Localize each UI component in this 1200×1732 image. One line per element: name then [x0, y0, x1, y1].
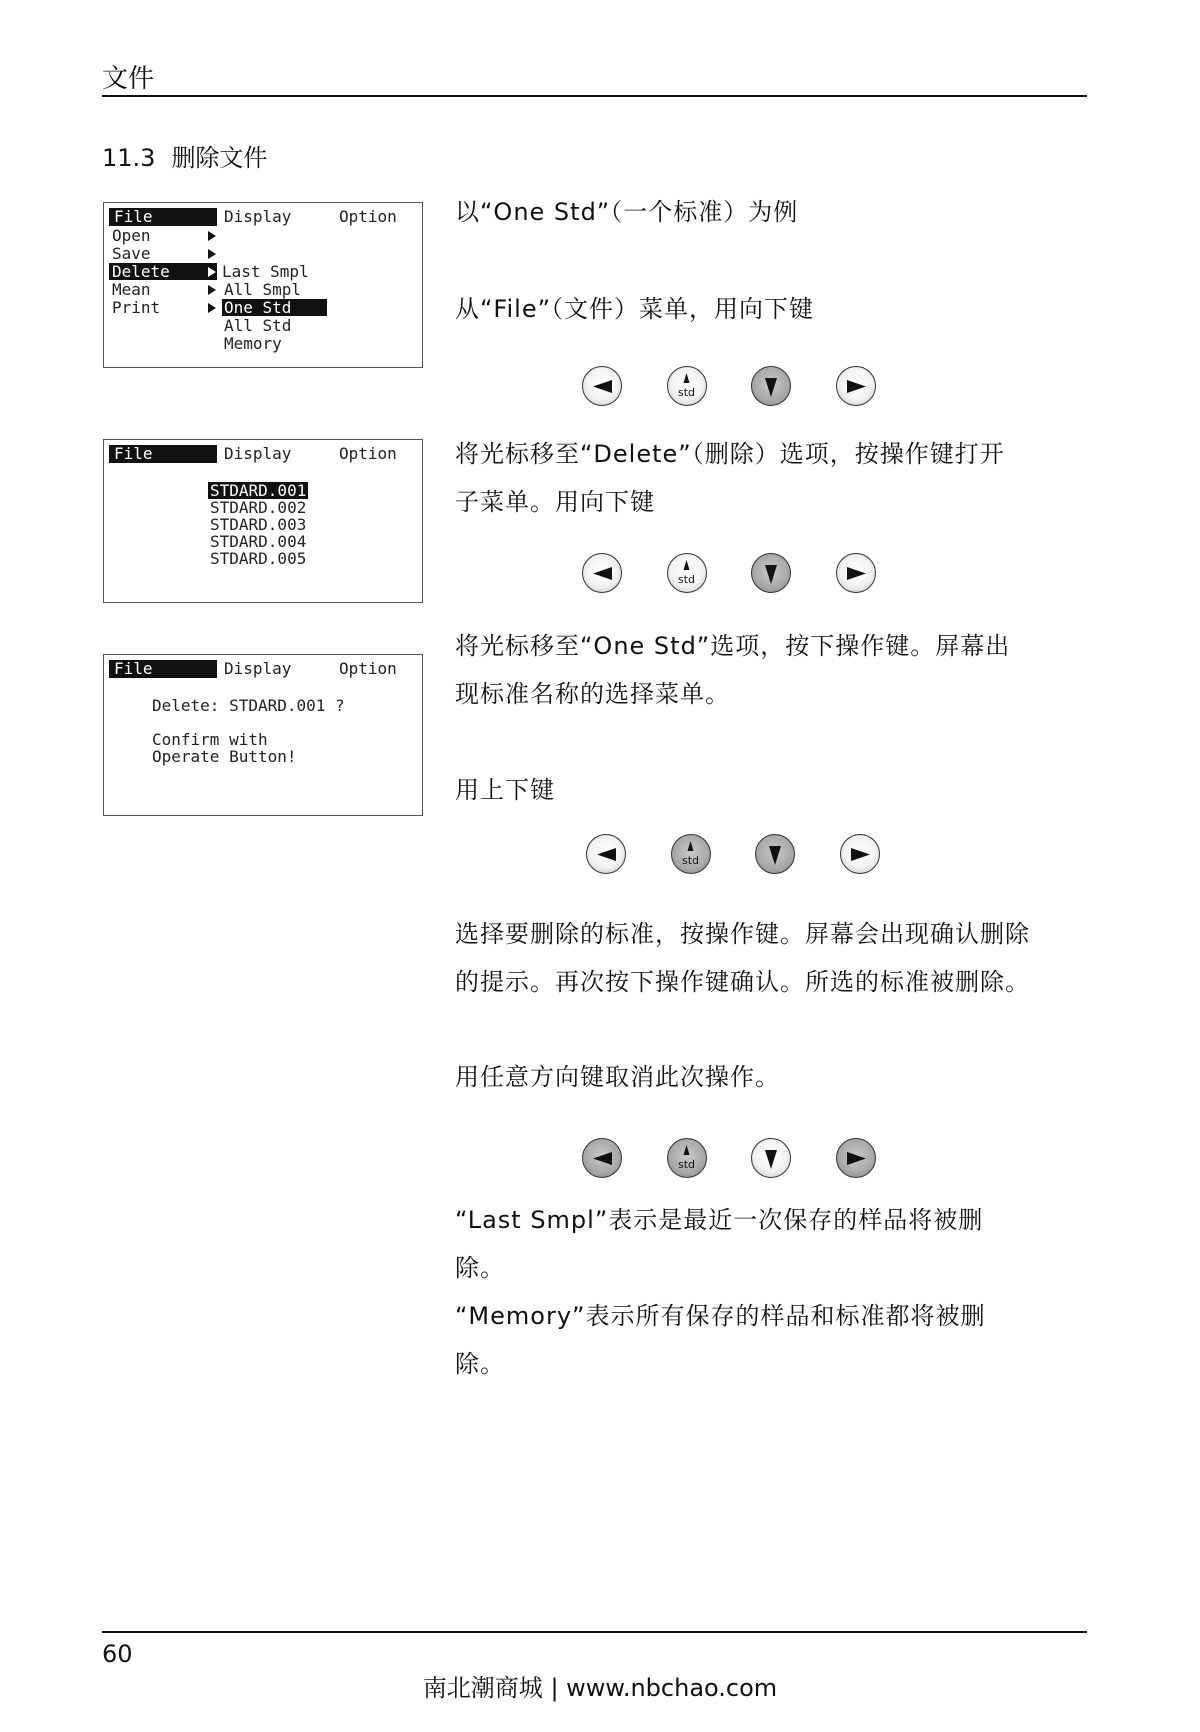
lcd-menu-display: Display — [224, 659, 292, 678]
submenu-arrow-icon — [208, 249, 216, 259]
header-rule — [102, 95, 1087, 97]
paragraph-line: 子菜单。用向下键 — [455, 488, 655, 516]
lcd-file-item: STDARD.002 — [210, 498, 307, 517]
paragraph-line: 现标准名称的选择菜单。 — [455, 680, 730, 708]
lcd-item-open: Open — [112, 226, 151, 245]
lcd-sub-all-smpl: All Smpl — [224, 280, 302, 299]
section-name: 删除文件 — [171, 144, 268, 172]
instruction-paragraph — [455, 622, 1087, 718]
lcd-menu-display: Display — [224, 444, 292, 463]
paragraph-line: “Memory”表示所有保存的样品和标准都将被删 — [455, 1302, 986, 1330]
instruction-paragraph — [455, 430, 1087, 526]
lcd-menu-file: File — [109, 660, 217, 678]
left-arrow-key-icon — [582, 366, 622, 406]
down-arrow-key-icon — [755, 834, 795, 874]
lcd-menubar — [109, 208, 417, 226]
right-arrow-key-icon — [840, 834, 880, 874]
lcd-file-item: STDARD.004 — [210, 532, 307, 551]
paragraph-line: 的提示。再次按下操作键确认。所选的标准被删除。 — [455, 968, 1030, 996]
instruction-paragraph — [455, 910, 1087, 1006]
instruction-paragraph: 用任意方向键取消此次操作。 — [455, 1063, 780, 1091]
paragraph-line: 除。 — [455, 1350, 505, 1378]
instruction-paragraph: 从“File”（文件）菜单，用向下键 — [455, 295, 815, 323]
page-number: 60 — [102, 1640, 133, 1668]
lcd-item-save: Save — [112, 244, 151, 263]
lcd-file-item: STDARD.001 — [210, 481, 307, 500]
paragraph-line: 将光标移至“One Std”选项，按下操作键。屏幕出 — [455, 632, 1011, 660]
std-key-label: std — [681, 854, 700, 867]
paragraph-line: 除。 — [455, 1254, 505, 1282]
std-up-key-icon — [667, 366, 707, 406]
lcd-sub-all-std: All Std — [224, 316, 292, 335]
section-title — [102, 138, 267, 173]
std-up-key-icon — [671, 834, 711, 874]
std-key-label: std — [677, 386, 696, 399]
lcd-menu-file: File — [109, 445, 217, 463]
std-key-label: std — [677, 1158, 696, 1171]
std-up-key-icon — [667, 553, 707, 593]
lcd-sub-memory: Memory — [224, 334, 282, 353]
instruction-paragraph: 以“One Std”（一个标准）为例 — [455, 198, 799, 226]
lcd-menu-file: File — [109, 208, 217, 226]
right-arrow-key-icon — [836, 366, 876, 406]
submenu-arrow-icon — [208, 285, 216, 295]
footer-rule — [102, 1631, 1087, 1633]
lcd-menu-option: Option — [339, 659, 397, 678]
left-arrow-key-icon — [582, 1138, 622, 1178]
navigation-keys-row — [586, 834, 886, 878]
std-key-label: std — [677, 573, 696, 586]
navigation-keys-row — [582, 1138, 882, 1182]
navigation-keys-row — [582, 366, 882, 410]
instruction-paragraph: 用上下键 — [455, 776, 555, 804]
paragraph-line: 选择要删除的标准，按操作键。屏幕会出现确认删除 — [455, 920, 1030, 948]
submenu-arrow-icon — [208, 303, 216, 313]
lcd-menu-display: Display — [224, 207, 292, 226]
instruction-paragraph — [455, 1196, 1087, 1292]
navigation-keys-row — [582, 553, 882, 597]
paragraph-line: “Last Smpl”表示是最近一次保存的样品将被删 — [455, 1206, 984, 1234]
section-number: 11.3 — [102, 144, 156, 172]
lcd-file-item: STDARD.005 — [210, 549, 307, 568]
lcd-screen-delete-confirm — [103, 654, 423, 816]
right-arrow-key-icon — [836, 1138, 876, 1178]
lcd-item-mean: Mean — [112, 280, 151, 299]
submenu-arrow-icon — [208, 231, 216, 241]
lcd-screen-standard-list — [103, 439, 423, 603]
paragraph-line: 将光标移至“Delete”（删除）选项，按操作键打开 — [455, 440, 1005, 468]
lcd-file-item: STDARD.003 — [210, 515, 307, 534]
lcd-menubar — [109, 660, 417, 678]
lcd-confirm-line1: Confirm with — [152, 730, 268, 749]
lcd-item-delete: Delete — [109, 263, 217, 280]
instruction-paragraph — [455, 1292, 1087, 1388]
lcd-sub-one-std: One Std — [222, 299, 327, 316]
lcd-delete-prompt: Delete: STDARD.001 ? — [152, 696, 345, 715]
lcd-confirm-line2: Operate Button! — [152, 747, 297, 766]
std-up-key-icon — [667, 1138, 707, 1178]
down-arrow-key-icon — [751, 366, 791, 406]
left-arrow-key-icon — [582, 553, 622, 593]
page-header-title: 文件 — [102, 64, 155, 94]
footer-source: 南北潮商城 | www.nbchao.com — [422, 1674, 778, 1702]
submenu-arrow-icon — [208, 267, 216, 277]
left-arrow-key-icon — [586, 834, 626, 874]
lcd-item-print: Print — [112, 298, 161, 317]
right-arrow-key-icon — [836, 553, 876, 593]
lcd-menubar — [109, 445, 417, 463]
lcd-screen-file-delete-menu — [103, 202, 423, 368]
down-arrow-key-icon — [751, 1138, 791, 1178]
lcd-sub-last-smpl: Last Smpl — [222, 262, 309, 281]
down-arrow-key-icon — [751, 553, 791, 593]
lcd-menu-option: Option — [339, 444, 397, 463]
lcd-menu-option: Option — [339, 207, 397, 226]
